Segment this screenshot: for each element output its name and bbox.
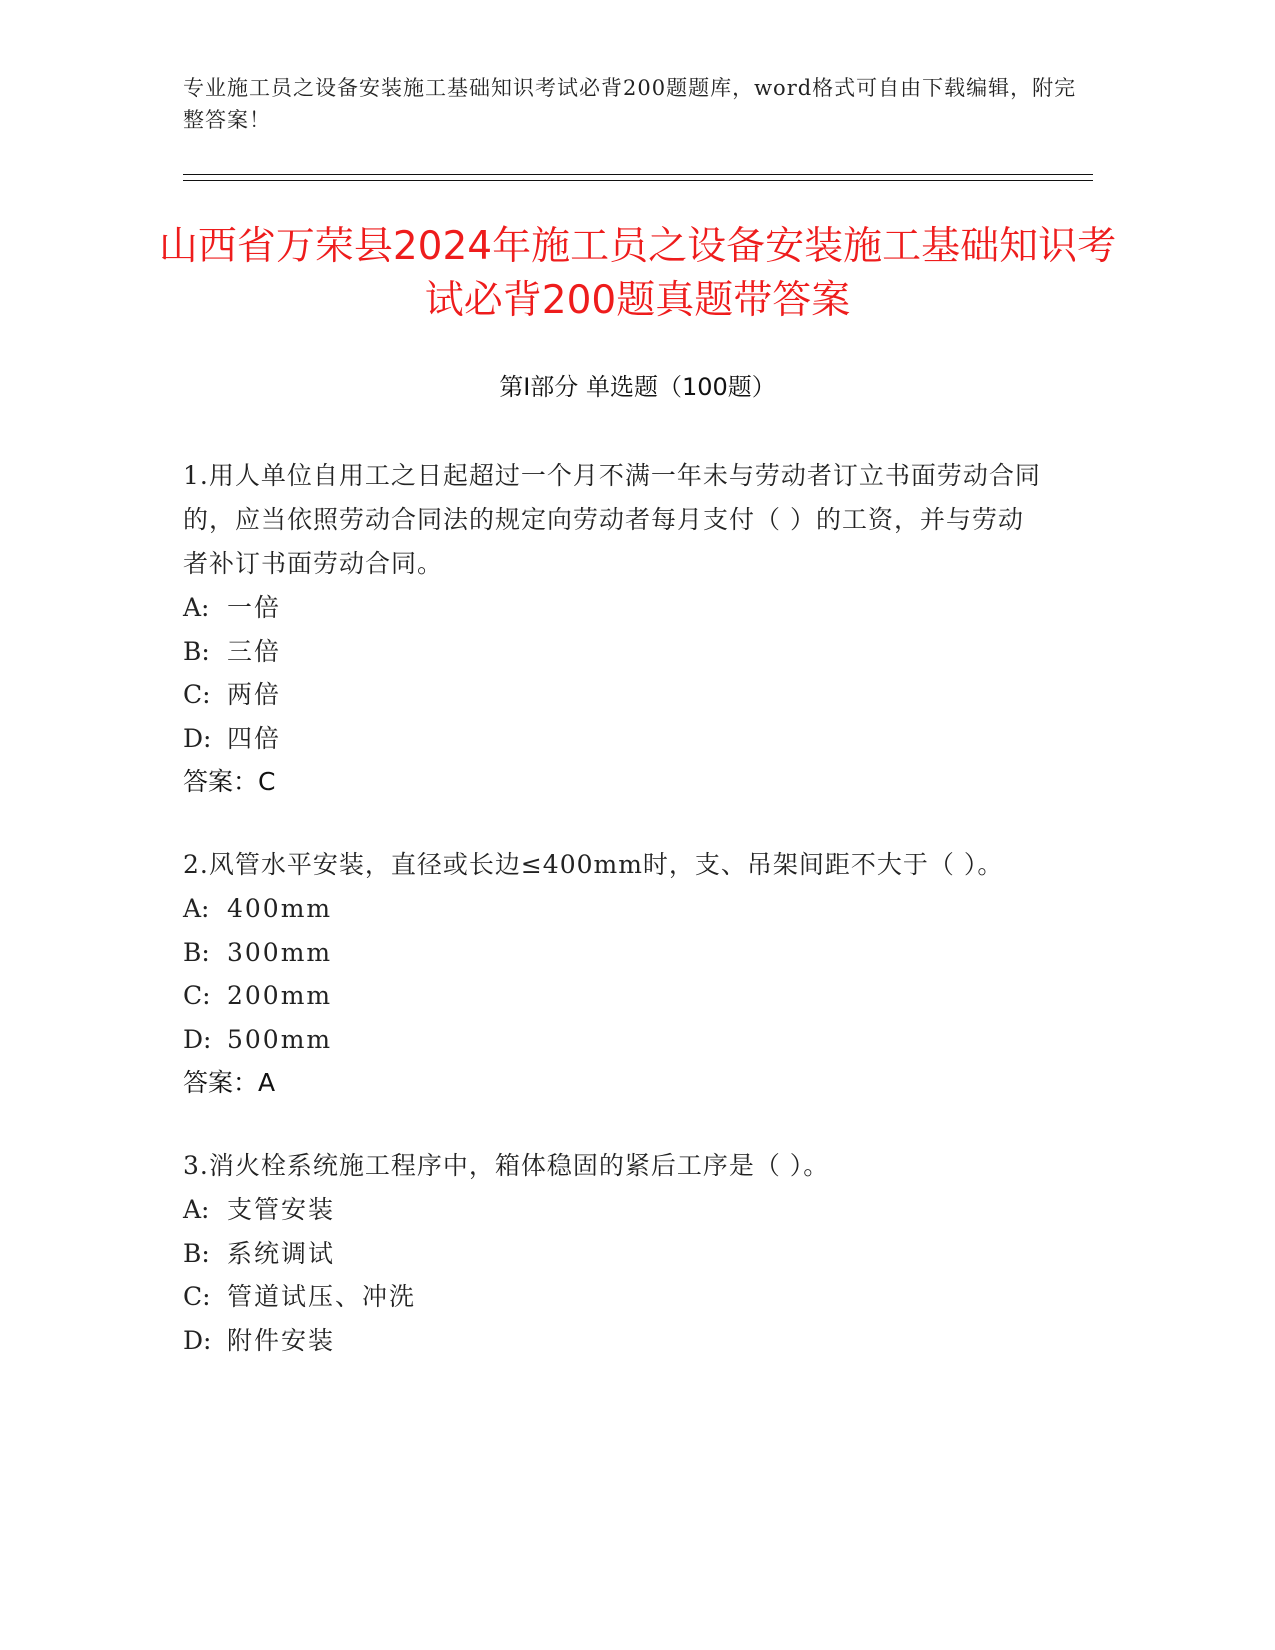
question-3	[183, 1144, 1043, 1362]
option-letter: D:	[183, 723, 212, 753]
question-stem: 1.用人单位自用工之日起超过一个月不满一年未与劳动者订立书面劳动合同的，应当依照劳动合同法的规定向劳动者每月支付（ ）的工资，并与劳动者补订书面劳动合同。	[183, 461, 1041, 578]
header-note: 专业施工员之设备安装施工基础知识考试必背200题题库，word格式可自由下载编辑，附完整答案！	[183, 76, 1077, 132]
option-letter: A:	[183, 593, 210, 622]
option-c	[183, 673, 1043, 717]
question-2	[183, 843, 1043, 1105]
question-list	[183, 454, 1043, 1401]
header-divider-top	[183, 174, 1093, 175]
question-1	[183, 454, 1043, 804]
option-b	[183, 630, 1043, 674]
option-text: 系统调试	[227, 1238, 336, 1268]
option-d	[183, 1018, 1043, 1062]
option-text: 300mm	[227, 937, 333, 967]
answer-line: 答案：C	[183, 767, 276, 796]
option-a	[183, 586, 1043, 630]
option-text: 200mm	[227, 981, 333, 1010]
option-letter: A:	[183, 894, 210, 923]
header-divider-bottom	[183, 180, 1093, 181]
option-letter: C:	[183, 680, 211, 709]
option-b	[183, 931, 1043, 975]
option-letter: D:	[183, 1325, 212, 1355]
question-stem: 2.风管水平安装，直径或长边≤400mm时，支、吊架间距不大于（ ）。	[183, 850, 1004, 879]
option-a	[183, 887, 1043, 931]
option-letter: A:	[183, 1195, 210, 1224]
option-text: 两倍	[227, 680, 282, 709]
option-text: 管道试压、冲洗	[227, 1282, 417, 1311]
option-text: 三倍	[227, 636, 282, 666]
option-d	[183, 717, 1043, 761]
option-text: 一倍	[227, 593, 282, 622]
option-d	[183, 1319, 1043, 1363]
section-heading: 第Ⅰ部分 单选题（100题）	[499, 373, 776, 401]
option-text: 支管安装	[227, 1195, 336, 1224]
option-text: 四倍	[227, 723, 282, 753]
document-title: 山西省万荣县2024年施工员之设备安装施工基础知识考试必背200题真题带答案	[158, 224, 1117, 323]
option-text: 附件安装	[227, 1325, 336, 1355]
question-stem: 3.消火栓系统施工程序中，箱体稳固的紧后工序是（ ）。	[183, 1151, 830, 1180]
option-letter: B:	[183, 937, 210, 967]
option-b	[183, 1232, 1043, 1276]
option-letter: B:	[183, 1238, 210, 1268]
option-letter: C:	[183, 981, 211, 1010]
option-letter: C:	[183, 1282, 211, 1311]
option-a	[183, 1188, 1043, 1232]
option-letter: B:	[183, 636, 210, 666]
option-text: 400mm	[227, 894, 333, 923]
answer-line: 答案：A	[183, 1068, 276, 1097]
option-text: 500mm	[227, 1024, 333, 1054]
option-letter: D:	[183, 1024, 212, 1054]
option-c	[183, 1275, 1043, 1319]
option-c	[183, 974, 1043, 1018]
